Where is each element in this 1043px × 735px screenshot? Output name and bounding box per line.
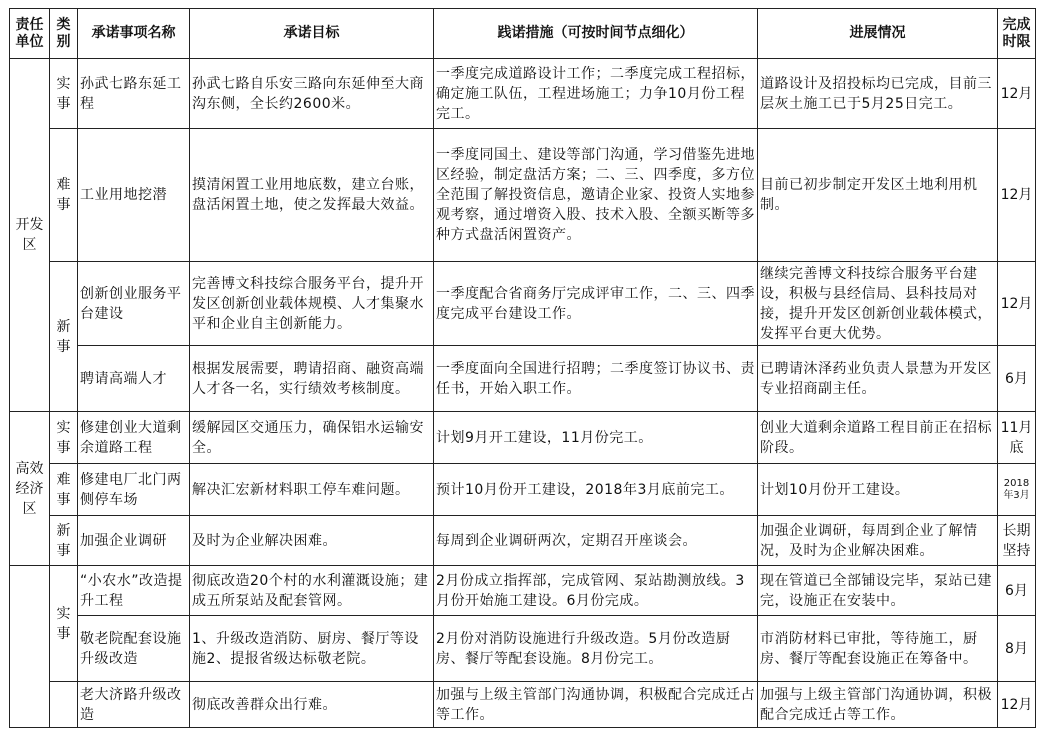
item-progress: 加强与上级主管部门沟通协调，积极配合完成迁占等工作。 xyxy=(758,682,998,728)
item-goal: 孙武七路自乐安三路向东延伸至大商沟东侧，全长约2600米。 xyxy=(190,59,434,129)
item-progress: 加强企业调研，每周到企业了解情况，及时为企业解决困难。 xyxy=(758,516,998,566)
item-goal: 及时为企业解决困难。 xyxy=(190,516,434,566)
item-progress: 计划10月份开工建设。 xyxy=(758,464,998,516)
item-deadline: 12月 xyxy=(998,129,1036,262)
category-xin: 新事 xyxy=(50,262,78,412)
category-shi: 实事 xyxy=(50,59,78,129)
item-goal: 缓解园区交通压力，确保铝水运输安全。 xyxy=(190,412,434,464)
header-unit: 责任单位 xyxy=(10,9,50,59)
header-measure: 践诺措施（可按时间节点细化） xyxy=(434,9,758,59)
item-goal: 彻底改造20个村的水利灌溉设施；建成五所泵站及配套管网。 xyxy=(190,566,434,616)
item-name: “小农水”改造提升工程 xyxy=(78,566,190,616)
item-progress: 道路设计及招投标均已完成，目前三层灰土施工已于5月25日完工。 xyxy=(758,59,998,129)
item-name: 创新创业服务平台建设 xyxy=(78,262,190,346)
table-row xyxy=(10,516,1036,566)
item-measure: 一季度配合省商务厅完成评审工作，二、三、四季度完成平台建设工作。 xyxy=(434,262,758,346)
item-deadline: 12月 xyxy=(998,262,1036,346)
item-progress: 创业大道剩余道路工程目前正在招标阶段。 xyxy=(758,412,998,464)
item-progress: 继续完善博文科技综合服务平台建设，积极与县经信局、县科技局对接，提升开发区创新创业载体模式，发挥平台更大优势。 xyxy=(758,262,998,346)
item-name: 敬老院配套设施升级改造 xyxy=(78,616,190,682)
header-row xyxy=(10,9,1036,59)
table-row xyxy=(10,262,1036,346)
header-goal: 承诺目标 xyxy=(190,9,434,59)
header-category: 类别 xyxy=(50,9,78,59)
item-name: 老大济路升级改造 xyxy=(78,682,190,728)
item-progress: 已聘请沐泽药业负责人景慧为开发区专业招商副主任。 xyxy=(758,346,998,412)
table-row xyxy=(10,129,1036,262)
category-nan: 难事 xyxy=(50,464,78,516)
header-name: 承诺事项名称 xyxy=(78,9,190,59)
table-row xyxy=(10,566,1036,616)
category-shi: 实事 xyxy=(50,412,78,464)
item-measure: 2月份对消防设施进行升级改造。5月份改造厨房、餐厅等配套设施。8月份完工。 xyxy=(434,616,758,682)
item-name: 修建创业大道剩余道路工程 xyxy=(78,412,190,464)
table-row xyxy=(10,682,1036,728)
table-row xyxy=(10,616,1036,682)
item-goal: 摸清闲置工业用地底数，建立台账，盘活闲置土地，使之发挥最大效益。 xyxy=(190,129,434,262)
table-row xyxy=(10,59,1036,129)
item-deadline: 8月 xyxy=(998,616,1036,682)
item-name: 加强企业调研 xyxy=(78,516,190,566)
item-goal: 1、升级改造消防、厨房、餐厅等设施2、提报省级达标敬老院。 xyxy=(190,616,434,682)
item-measure: 预计10月份开工建设，2018年3月底前完工。 xyxy=(434,464,758,516)
table-row xyxy=(10,464,1036,516)
header-progress: 进展情况 xyxy=(758,9,998,59)
commitment-table xyxy=(9,8,1036,728)
table-row xyxy=(10,412,1036,464)
item-measure: 计划9月开工建设，11月份完工。 xyxy=(434,412,758,464)
item-deadline: 12月 xyxy=(998,59,1036,129)
item-name: 修建电厂北门两侧停车场 xyxy=(78,464,190,516)
item-goal: 完善博文科技综合服务平台，提升开发区创新创业载体规模、人才集聚水平和企业自主创新能力。 xyxy=(190,262,434,346)
category-nan: 难事 xyxy=(50,129,78,262)
item-goal: 根据发展需要，聘请招商、融资高端人才各一名，实行绩效考核制度。 xyxy=(190,346,434,412)
item-measure: 一季度面向全国进行招聘；二季度签订协议书、责任书，开始入职工作。 xyxy=(434,346,758,412)
item-deadline: 6月 xyxy=(998,346,1036,412)
item-goal: 彻底改善群众出行难。 xyxy=(190,682,434,728)
item-name: 聘请高端人才 xyxy=(78,346,190,412)
item-measure: 2月份成立指挥部，完成管网、泵站勘测放线。3月份开始施工建设。6月份完成。 xyxy=(434,566,758,616)
unit-gaoxiao: 高效经济区 xyxy=(10,412,50,566)
unit-kaifaqu: 开发区 xyxy=(10,59,50,412)
category-xin: 新事 xyxy=(50,516,78,566)
unit-blank xyxy=(10,566,50,728)
item-measure: 每周到企业调研两次，定期召开座谈会。 xyxy=(434,516,758,566)
item-progress: 目前已初步制定开发区土地利用机制。 xyxy=(758,129,998,262)
item-deadline: 11月底 xyxy=(998,412,1036,464)
item-goal: 解决汇宏新材料职工停车难问题。 xyxy=(190,464,434,516)
table-row xyxy=(10,346,1036,412)
item-progress: 市消防材料已审批，等待施工，厨房、餐厅等配套设施正在筹备中。 xyxy=(758,616,998,682)
category-shi: 实事 xyxy=(50,566,78,682)
item-deadline: 12月 xyxy=(998,682,1036,728)
item-deadline: 2018年3月 xyxy=(998,464,1036,516)
item-deadline: 长期坚持 xyxy=(998,516,1036,566)
item-name: 工业用地挖潜 xyxy=(78,129,190,262)
item-measure: 一季度同国土、建设等部门沟通，学习借鉴先进地区经验，制定盘活方案；二、三、四季度，多方位全范围了解投资信息，邀请企业家、投资人实地参观考察，通过增资入股、技术入股、全额买断等多种方式盘活闲置资产。 xyxy=(434,129,758,262)
item-progress: 现在管道已全部铺设完毕，泵站已建完，设施正在安装中。 xyxy=(758,566,998,616)
category-blank xyxy=(50,682,78,728)
item-name: 孙武七路东延工程 xyxy=(78,59,190,129)
item-measure: 一季度完成道路设计工作；二季度完成工程招标，确定施工队伍，工程进场施工；力争10月份工程完工。 xyxy=(434,59,758,129)
item-measure: 加强与上级主管部门沟通协调，积极配合完成迁占等工作。 xyxy=(434,682,758,728)
item-deadline: 6月 xyxy=(998,566,1036,616)
header-deadline: 完成时限 xyxy=(998,9,1036,59)
